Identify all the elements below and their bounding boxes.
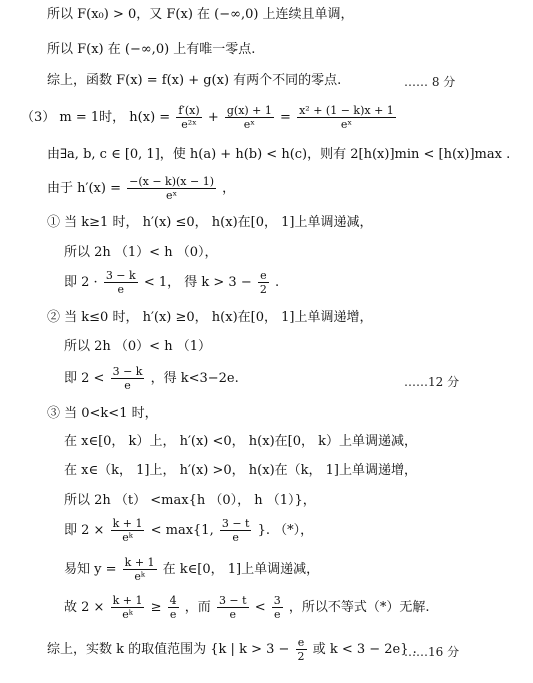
text-segment: }. （*）， [257, 523, 314, 538]
fraction [104, 269, 138, 296]
score-8: …… 8 分 [404, 75, 456, 89]
case-2-line-2: 所以 2h （0）< h （1） [64, 339, 211, 354]
case-3-line-3: 在 x∈（k， 1]上， h′(x) >0， h(x)在（k， 1]上单调递增， [64, 463, 417, 478]
fraction [111, 517, 145, 544]
fraction [176, 104, 201, 131]
numerator: f′(x) [178, 104, 200, 117]
text-line-3: 综上，函数 F(x) = f(x) + g(x) 有两个不同的零点. [47, 73, 342, 88]
comma: ， [222, 181, 236, 196]
numerator: −(x − k)(x − 1) [129, 175, 214, 188]
denominator: 2 [297, 650, 305, 663]
text-segment: < 1， 得 k > 3 − [143, 275, 252, 290]
numerator: k + 1 [124, 556, 155, 569]
case-3-line-5 [64, 516, 313, 546]
text-segment: < max{1, [150, 523, 214, 538]
numerator: 3 − k [105, 269, 136, 282]
text-segment: ，而 [184, 600, 211, 615]
case-1: ① 当 k≥1 时， h′(x) ≤0， h(x)在[0， 1]上单调递减， [47, 215, 373, 230]
fraction [220, 517, 252, 544]
text-segment: 在 k∈[0， 1]上单调递减， [162, 562, 320, 577]
fraction [127, 175, 216, 202]
numerator: 3 − t [221, 517, 250, 530]
fraction [296, 636, 307, 663]
case-2-line-3 [64, 364, 239, 394]
text-segment: ≥ [150, 600, 162, 615]
text-segment: ，得 k<3−2e. [150, 371, 239, 386]
part3-label: （3） m = 1时， h(x) = [21, 110, 171, 125]
numerator: 3 [273, 594, 281, 607]
fraction [225, 104, 274, 131]
case-1-line-2: 所以 2h （1）< h （0）， [64, 245, 218, 260]
score-12: ……12 分 [404, 375, 460, 389]
text-segment: ，所以不等式（*）无解. [288, 600, 430, 615]
denominator: eᵏ [134, 570, 145, 583]
score-16: ……16 分 [404, 645, 460, 659]
part3-header [21, 103, 398, 133]
numerator: k + 1 [112, 517, 143, 530]
case-3-line-7 [64, 593, 430, 623]
text-line-1: 所以 F(x₀) > 0，又 F(x) 在 (−∞,0) 上连续且单调， [47, 7, 354, 22]
fraction [258, 269, 269, 296]
text-segment: 或 k < 3 − 2e} . [312, 642, 417, 657]
text-segment: 易知 y = [64, 562, 117, 577]
denominator: e [232, 531, 239, 544]
derivative-line [47, 174, 235, 204]
case-1-line-3 [64, 268, 279, 298]
case-3-line-6 [64, 555, 319, 585]
fraction [168, 594, 179, 621]
denominator: 2 [259, 283, 267, 296]
case-3: ③ 当 0<k<1 时， [47, 406, 158, 421]
denominator: e [169, 608, 177, 621]
fraction [297, 104, 396, 131]
denominator: e [117, 283, 124, 296]
conclusion-line [47, 635, 417, 665]
numerator: 3 − t [218, 594, 247, 607]
fraction [123, 556, 157, 583]
numerator: e [296, 636, 307, 650]
text-segment: 综上，实数 k 的取值范围为 {k | k > 3 − [47, 642, 290, 657]
derivative-label: 由于 h′(x) = [47, 181, 121, 196]
text-segment: 即 2 × [64, 523, 105, 538]
denominator: e [229, 608, 237, 621]
denominator: eˣ [243, 118, 255, 131]
plus-sign: + [207, 110, 219, 125]
fraction [111, 365, 145, 392]
fraction [217, 594, 249, 621]
text-segment: 故 2 × [64, 600, 105, 615]
numerator: x² + (1 − k)x + 1 [299, 104, 394, 117]
case-3-line-4: 所以 2h （t） <max{h （0）， h （1）}， [64, 493, 316, 508]
denominator: eˣ [165, 189, 178, 202]
fraction [111, 594, 145, 621]
equals-sign: = [280, 110, 291, 125]
text-line-2: 所以 F(x) 在 (−∞,0) 上有唯一零点. [47, 42, 256, 57]
numerator: e [258, 269, 269, 283]
denominator: eᵏ [122, 531, 133, 544]
denominator: eˣ [340, 118, 353, 131]
fraction [272, 594, 283, 621]
period: . [275, 275, 280, 290]
case-3-line-2: 在 x∈[0， k）上， h′(x) <0， h(x)在[0， k）上单调递减， [64, 434, 417, 449]
numerator: k + 1 [112, 594, 143, 607]
numerator: 4 [169, 594, 177, 607]
numerator: 3 − k [112, 365, 143, 378]
text-segment: 即 2 · [64, 275, 98, 290]
denominator: e [274, 608, 281, 621]
denominator: eᵏ [122, 608, 133, 621]
denominator: e²ˣ [181, 118, 197, 131]
denominator: e [124, 379, 131, 392]
numerator: g(x) + 1 [226, 104, 272, 117]
text-segment: 即 2 < [64, 371, 105, 386]
text-line-5: 由∃a, b, c ∈ [0, 1]，使 h(a) + h(b) < h(c)，则有 2[h(x)]min < [h(x)]max . [47, 147, 511, 162]
case-2: ② 当 k≤0 时， h′(x) ≥0， h(x)在[0， 1]上单调递增， [47, 310, 373, 325]
text-segment: < [254, 600, 266, 615]
